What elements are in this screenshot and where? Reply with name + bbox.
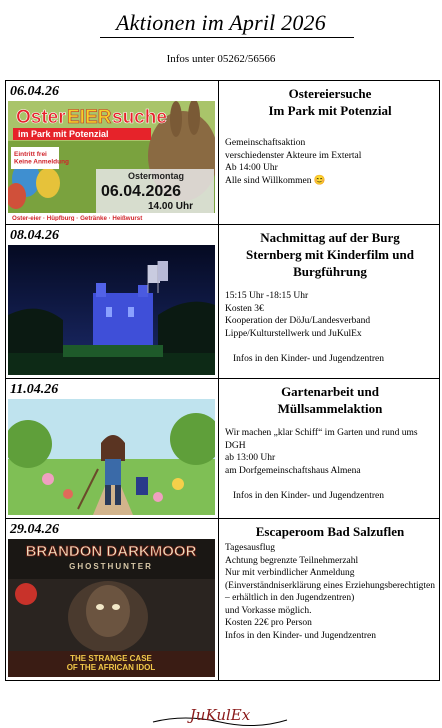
escaperoom-poster-graphic xyxy=(8,539,215,677)
castle-night-photo xyxy=(8,245,215,375)
easter-poster-graphic xyxy=(8,101,215,221)
event-line: Wir machen „klar Schiff“ im Garten und rund ums DGH xyxy=(225,428,418,451)
event-right-cell xyxy=(219,379,440,519)
page-title: Aktionen im April 2026 xyxy=(116,10,326,35)
event-row xyxy=(6,519,440,681)
info-phone: Infos unter 05262/56566 xyxy=(166,53,276,65)
event-line: Kosten 22€ pro Person xyxy=(225,618,312,628)
escaperoom-poster-image xyxy=(8,539,215,677)
event-date: 06.04.26 xyxy=(10,84,59,99)
event-line: und Vorkasse möglich. xyxy=(225,605,312,616)
event-left-cell xyxy=(6,379,219,519)
event-left-cell xyxy=(6,81,219,225)
event-note: Infos in den Kinder- und Jugendzentren xyxy=(233,491,384,501)
event-date: 29.04.26 xyxy=(10,522,59,537)
event-left-cell xyxy=(6,519,219,681)
event-line: Alle sind Willkommen 😊 xyxy=(225,175,326,186)
spacer xyxy=(225,340,435,353)
spacer xyxy=(225,477,435,490)
poster-subtitle: GHOSTHUNTER xyxy=(69,562,153,571)
events-table xyxy=(5,80,440,681)
event-title: Escaperoom Bad Salzuflen xyxy=(255,524,405,539)
event-line: (Einverständniserklärung eines Erziehungsberechtigten – erhältlich in den Jugendzentren) xyxy=(225,580,435,603)
event-right-cell xyxy=(219,225,440,379)
event-line: 15:15 Uhr -18:15 Uhr xyxy=(225,291,309,301)
poster-bottom-title: THE STRANGE CASE OF THE AFRICAN IDOL xyxy=(66,654,156,673)
event-line: Ab 14:00 Uhr xyxy=(225,163,278,173)
event-note: Infos in den Kinder- und Jugendzentren xyxy=(233,354,384,364)
garden-illustration xyxy=(8,399,215,515)
event-line: Kooperation der DöJu/Landesverband xyxy=(225,316,371,326)
event-row xyxy=(6,379,440,519)
event-line: verschiedenster Akteure im Extertal xyxy=(225,150,362,161)
poster-title-part-b: EIER xyxy=(67,107,112,128)
event-right-cell xyxy=(219,81,440,225)
event-line: Infos in den Kinder- und Jugendzentren xyxy=(225,630,376,641)
event-line: Kosten 3€ xyxy=(225,303,264,314)
event-right-cell xyxy=(219,519,440,681)
poster-date: 06.04.2026 xyxy=(101,183,182,200)
event-date: 11.04.26 xyxy=(10,382,59,397)
event-row xyxy=(6,225,440,379)
event-title: Ostereiersuche Im Park mit Potenzial xyxy=(268,86,392,118)
poster-title-part-a: Oster xyxy=(16,107,66,128)
title-underline xyxy=(100,37,354,38)
event-left-cell xyxy=(6,225,219,379)
poster-footer: Oster-eier · Hüpfburg · Getränke · Heißwurst xyxy=(12,215,143,221)
poster-title: BRANDON DARKMOOR xyxy=(25,543,197,560)
event-row xyxy=(6,81,440,225)
poster-day: Ostermontag xyxy=(128,171,185,181)
event-line: am Dorfgemeinschaftshaus Almena xyxy=(225,465,361,476)
event-line: Nur mit verbindlicher Anmeldung xyxy=(225,568,355,578)
poster-title-part-c: suche xyxy=(112,107,167,128)
event-title: Gartenarbeit und Müllsammelaktion xyxy=(277,384,383,416)
event-line: ab 13:00 Uhr xyxy=(225,453,276,463)
poster-subtitle: im Park mit Potenzial xyxy=(18,129,109,139)
event-line: Lippe/Kulturstellwerk und JuKulEx xyxy=(225,328,362,339)
event-line: Tagesausflug xyxy=(225,543,275,553)
castle-night-graphic xyxy=(8,245,215,375)
event-date: 08.04.26 xyxy=(10,228,59,243)
poster-badge: Eintritt frei Keine Anmeldung xyxy=(14,151,70,166)
garden-graphic xyxy=(8,399,215,515)
event-title: Nachmittag auf der Burg Sternberg mit Kinderfilm und Burgführung xyxy=(246,230,414,279)
jukulex-logo-graphic xyxy=(145,700,295,728)
event-line: Achtung begrenzte Teilnehmerzahl xyxy=(225,555,359,566)
event-line: Gemeinschaftsaktion xyxy=(225,138,306,148)
jukulex-logo xyxy=(145,700,295,728)
poster-time: 14.00 Uhr xyxy=(148,201,194,212)
logo-text: JuKulEx xyxy=(189,706,251,724)
easter-poster-image xyxy=(8,101,215,221)
